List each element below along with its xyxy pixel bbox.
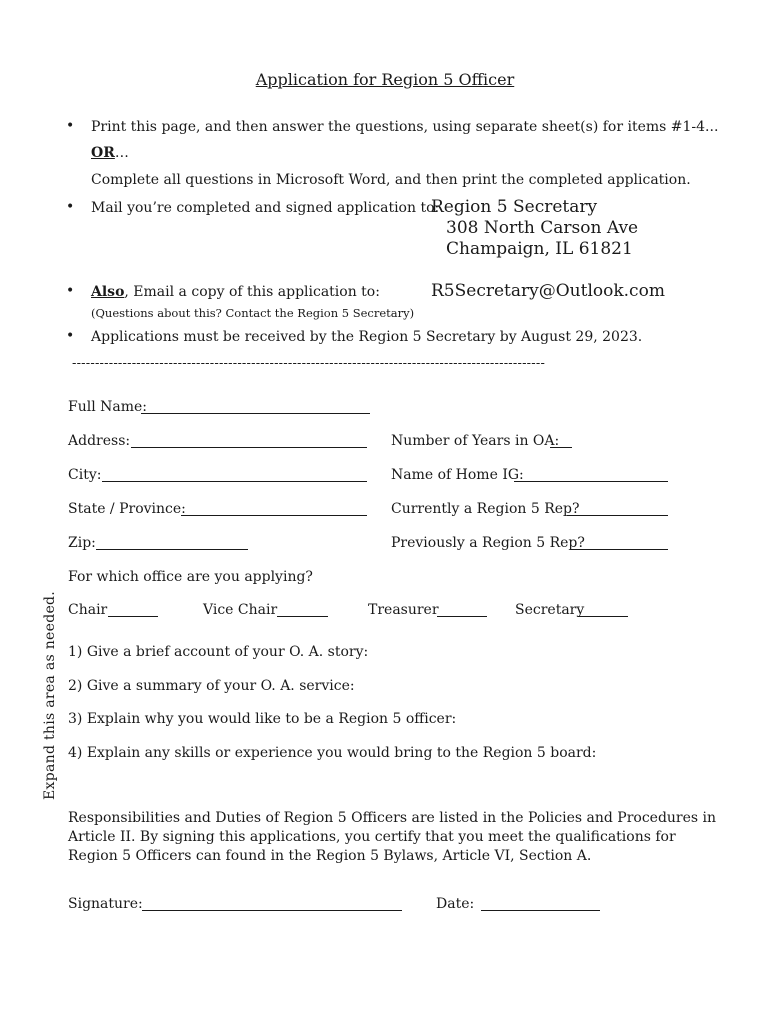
- office-question: For which office are you applying?: [68, 569, 313, 585]
- address-label: Address:: [68, 433, 131, 449]
- instruction-email: [91, 284, 380, 300]
- secretary-email: R5Secretary@Outlook.com: [431, 281, 665, 301]
- office-secretary-label: Secretary: [515, 602, 585, 618]
- separator-line: -------------------------------------------------------------------------------------------------------: [72, 356, 546, 371]
- date-field[interactable]: [481, 910, 600, 911]
- also-text: Also: [91, 284, 125, 300]
- address-line-1: Region 5 Secretary: [431, 197, 598, 217]
- office-treasurer-field[interactable]: [437, 616, 487, 617]
- bullet-marker: •: [66, 328, 75, 344]
- city-field[interactable]: [102, 481, 367, 482]
- question-4: 4) Explain any skills or experience you would bring to the Region 5 board:: [68, 745, 597, 761]
- office-vice-chair-label: Vice Chair: [203, 602, 278, 618]
- address-field[interactable]: [131, 447, 367, 448]
- current-rep-field[interactable]: [567, 515, 668, 516]
- office-chair-field[interactable]: [108, 616, 158, 617]
- state-field[interactable]: [181, 515, 367, 516]
- city-label: City:: [68, 467, 102, 483]
- instruction-or: [91, 145, 129, 161]
- instruction-print: Print this page, and then answer the questions, using separate sheet(s) for items #1-4...: [91, 119, 719, 135]
- expand-area-note: Expand this area as needed.: [42, 590, 58, 800]
- full-name-field[interactable]: [141, 413, 370, 414]
- page-title: Application for Region 5 Officer: [255, 70, 515, 89]
- instruction-mail: Mail you’re completed and signed application to:: [91, 200, 440, 216]
- bullet-marker: •: [66, 199, 75, 215]
- date-label: Date:: [436, 896, 475, 912]
- previous-rep-field[interactable]: [571, 549, 668, 550]
- previous-rep-label: Previously a Region 5 Rep?: [391, 535, 585, 551]
- state-label: State / Province:: [68, 501, 186, 517]
- question-1: 1) Give a brief account of your O. A. story:: [68, 644, 369, 660]
- questions-note: (Questions about this? Contact the Region 5 Secretary): [91, 306, 415, 320]
- or-suffix: …: [114, 145, 129, 161]
- address-line-3: Champaign, IL 61821: [446, 239, 633, 259]
- years-in-oa-label: Number of Years in OA:: [391, 433, 560, 449]
- instruction-word: Complete all questions in Microsoft Word, and then print the completed application.: [91, 172, 691, 188]
- home-ig-label: Name of Home IG:: [391, 467, 524, 483]
- or-text: OR: [91, 145, 115, 161]
- home-ig-field[interactable]: [514, 481, 668, 482]
- office-treasurer-label: Treasurer: [368, 602, 439, 618]
- bullet-marker: •: [66, 283, 75, 299]
- question-3: 3) Explain why you would like to be a Region 5 officer:: [68, 711, 457, 727]
- address-line-2: 308 North Carson Ave: [446, 218, 639, 238]
- deadline-text: Applications must be received by the Region 5 Secretary by August 29, 2023.: [91, 329, 643, 345]
- zip-label: Zip:: [68, 535, 96, 551]
- office-vice-chair-field[interactable]: [277, 616, 328, 617]
- office-chair-label: Chair: [68, 602, 108, 618]
- office-secretary-field[interactable]: [578, 616, 628, 617]
- email-instruction-text: , Email a copy of this application to:: [124, 284, 380, 300]
- question-2: 2) Give a summary of your O. A. service:: [68, 678, 355, 694]
- years-in-oa-field[interactable]: [550, 447, 572, 448]
- full-name-label: Full Name:: [68, 399, 148, 415]
- bullet-marker: •: [66, 118, 75, 134]
- responsibilities-paragraph: Responsibilities and Duties of Region 5 Officers are listed in the Policies and Procedures in Article II. By signing this applications, you certify that you meet the qualifications for Region 5 Officers can found in the Region 5 Bylaws, Article VI, Section A.: [68, 810, 717, 864]
- signature-label: Signature:: [68, 896, 143, 912]
- current-rep-label: Currently a Region 5 Rep?: [391, 501, 580, 517]
- signature-field[interactable]: [142, 910, 402, 911]
- zip-field[interactable]: [96, 549, 248, 550]
